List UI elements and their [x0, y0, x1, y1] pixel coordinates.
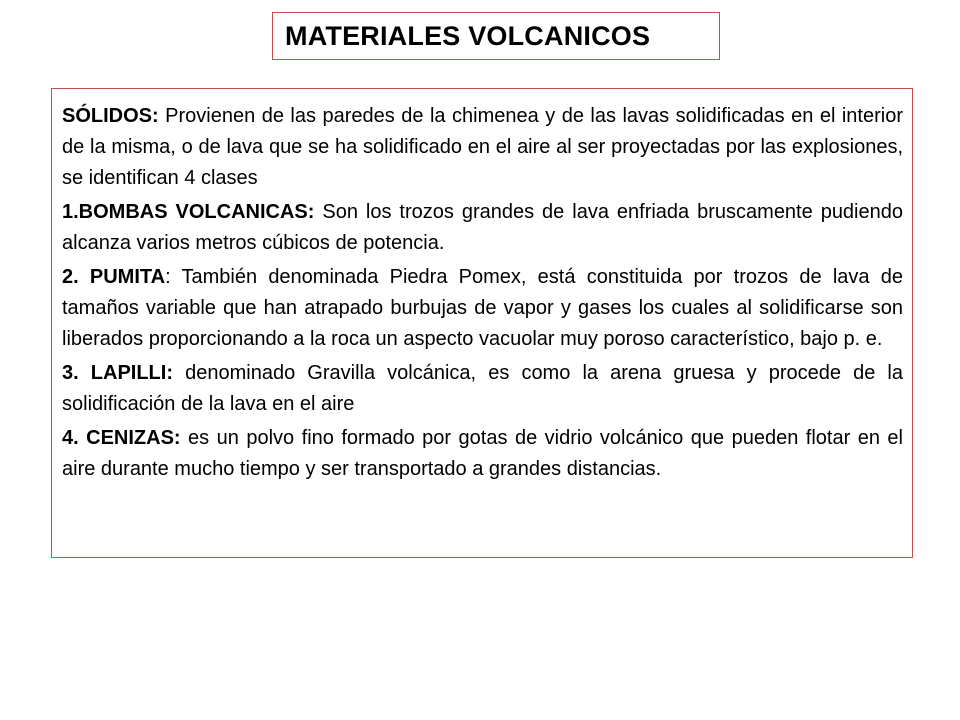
paragraph-label: 2. PUMITA [62, 266, 166, 288]
paragraph-label: 4. CENIZAS: [62, 427, 181, 449]
paragraph-cenizas [62, 423, 903, 485]
title-box [272, 12, 720, 60]
content-box [51, 88, 913, 558]
paragraph-text: denominado Gravilla volcánica, es como la arena gruesa y procede de la solidificación de la lava en el aire [62, 362, 904, 415]
paragraph-text: Provienen de las paredes de la chimenea y de las lavas solidificadas en el interior de la misma, o de lava que se ha solidificado en el aire al ser proyectadas por las explosiones, se identifican 4 clases [62, 105, 903, 189]
paragraph-lapilli [62, 358, 903, 420]
paragraph-text: : También denominada Piedra Pomex, está constituida por trozos de lava de tamaños variable que han atrapado burbujas de vapor y gases los cuales al solidificarse son liberados proporcionando a la roca un aspecto vacuolar muy poroso característico, bajo p. e. [62, 266, 903, 350]
paragraph-text: es un polvo fino formado por gotas de vidrio volcánico que pueden flotar en el aire durante mucho tiempo y ser transportado a grandes distancias. [62, 427, 903, 480]
paragraph-bombas-volcanicas [62, 197, 903, 259]
paragraph-label: 3. LAPILLI: [62, 362, 173, 384]
paragraph-text: Son los trozos grandes de lava enfriada bruscamente pudiendo alcanza varios metros cúbicos de potencia. [62, 201, 903, 254]
paragraph-pumita [62, 262, 903, 355]
paragraph-label: 1.BOMBAS VOLCANICAS: [62, 201, 315, 223]
paragraph-solidos [62, 101, 903, 194]
paragraph-label: SÓLIDOS: [62, 105, 159, 127]
page-title: MATERIALES VOLCANICOS [285, 21, 651, 51]
